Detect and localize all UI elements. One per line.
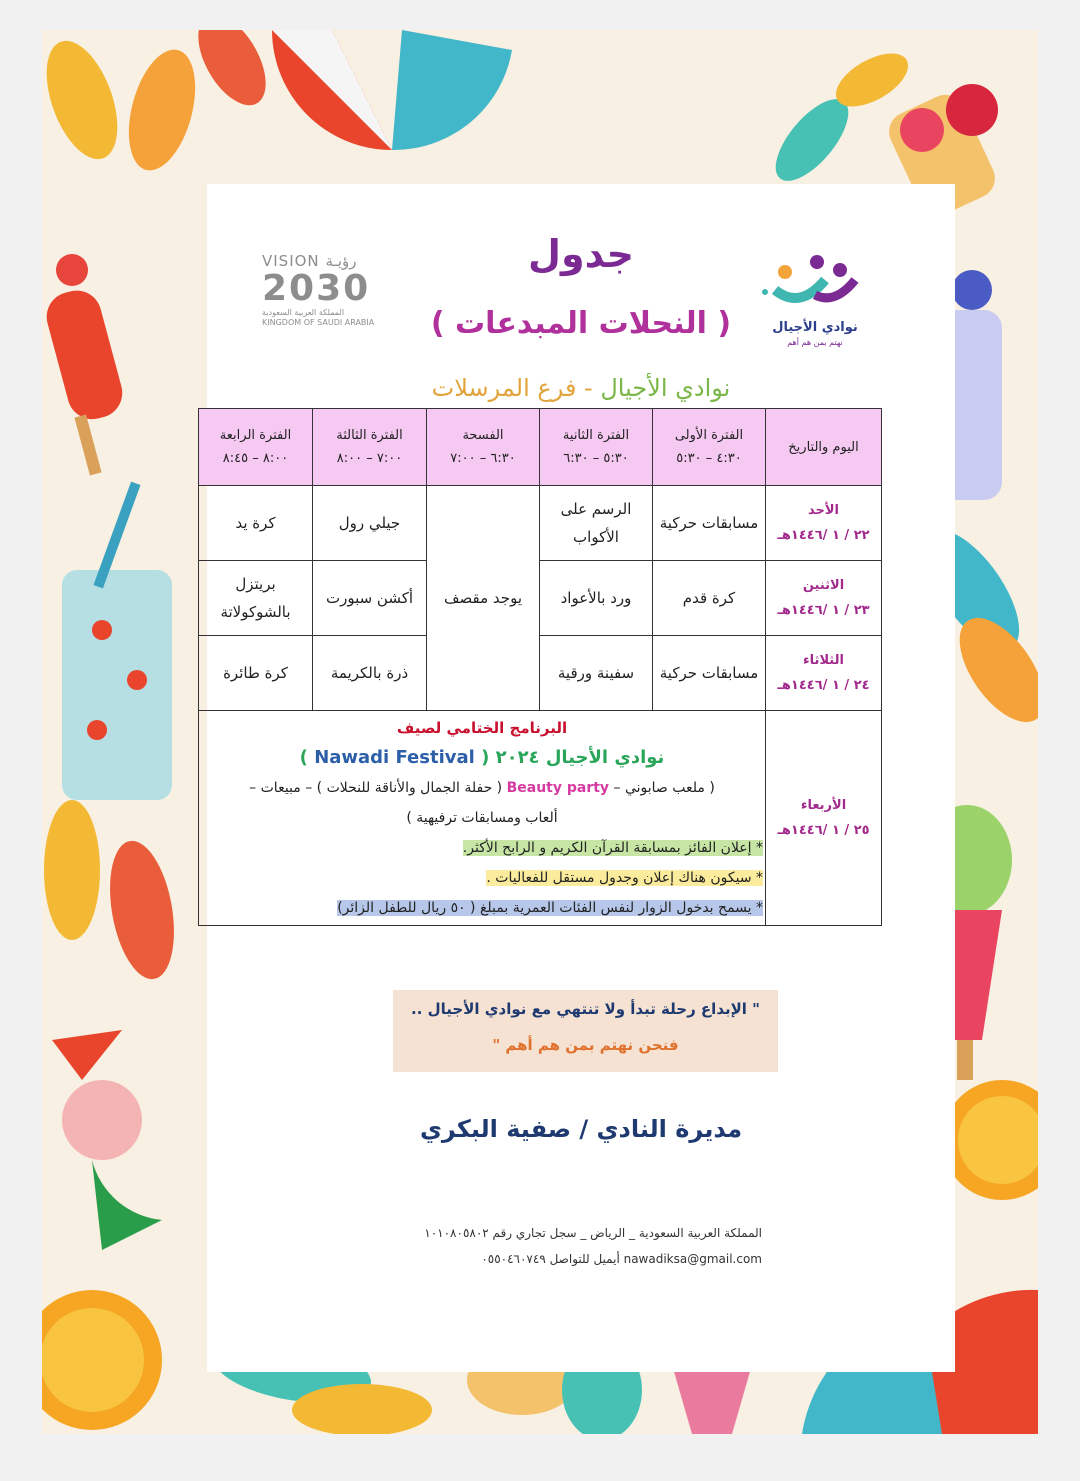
table-row xyxy=(199,486,882,561)
day-name: الاثنين xyxy=(802,578,845,593)
day-cell xyxy=(766,561,882,636)
closing-program-cell xyxy=(199,711,766,926)
day-cell xyxy=(766,711,882,926)
festival-activities xyxy=(201,773,763,803)
festival-name-arabic: نوادي الأجيال ٢٠٢٤ ( xyxy=(481,747,665,768)
period-1-cell: كرة قدم xyxy=(653,561,766,636)
flip-flop-icon xyxy=(42,30,280,178)
period-1-cell: مسابقات حركية xyxy=(653,486,766,561)
vision-logo-line1: VISION رؤيـة xyxy=(262,252,357,270)
sun-icon-bottom-left xyxy=(42,1290,162,1430)
header-label: الفترة الرابعة xyxy=(219,428,292,443)
beach-umbrella-icon xyxy=(272,30,512,150)
notes-list xyxy=(201,833,763,923)
day-date: ٢٤ / ١ /١٤٤٦هـ xyxy=(777,678,870,693)
header-period-3 xyxy=(313,409,427,486)
quote-line1: " الإبداع رحلة تبدأ ولا تنتهي مع نوادي الأجيال .. xyxy=(411,1000,760,1018)
beauty-party-label: Beauty party xyxy=(506,780,610,796)
period-4-cell: كرة طائرة xyxy=(199,636,313,711)
day-date: ٢٢ / ١ /١٤٤٦هـ xyxy=(777,528,870,543)
page-title: جدول xyxy=(528,232,634,276)
festival-activities-line2: ألعاب ومسابقات ترفيهية ) xyxy=(406,810,558,826)
header-time: ٤:٣٠ – ٥:٣٠ xyxy=(676,451,742,466)
club-logo-slogan: نهتم بمن هم أهم xyxy=(787,338,843,347)
vision-logo-year: 2030 xyxy=(262,268,371,309)
branch-name-club: نوادي الأجيال xyxy=(600,374,731,402)
period-3-cell: أكشن سبورت xyxy=(313,561,427,636)
header-period-1 xyxy=(653,409,766,486)
schedule-table xyxy=(198,408,882,926)
day-name: الأربعاء xyxy=(800,798,847,813)
popsicle-icon xyxy=(42,254,128,476)
day-name: الثلاثاء xyxy=(803,653,844,668)
note-events-schedule: * سيكون هناك إعلان وجدول مستقل للفعاليات . xyxy=(486,870,763,886)
period-1-cell: مسابقات حركية xyxy=(653,636,766,711)
closing-program-title: البرنامج الختامي لصيف xyxy=(396,719,568,737)
table-row-final xyxy=(199,711,882,926)
flip-flop-icon-left xyxy=(44,800,184,984)
header-period-2 xyxy=(540,409,653,486)
period-4-cell: كرة يد xyxy=(199,486,313,561)
sun-icon-right xyxy=(942,1080,1038,1200)
day-cell xyxy=(766,486,882,561)
watermelon-icon xyxy=(52,1030,162,1250)
day-date: ٢٥ / ١ /١٤٤٦هـ xyxy=(777,823,870,838)
festival-name xyxy=(201,743,763,773)
header-label: الفترة الثانية xyxy=(562,428,630,443)
table-header-row xyxy=(199,409,882,486)
drink-glass-icon xyxy=(62,482,172,800)
festival-name-english: Nawadi Festival xyxy=(314,747,475,768)
header-time: ٨:٠٠ – ٨:٤٥ xyxy=(222,451,289,466)
note-quran-winner: * إعلان الفائز بمسابقة القرآن الكريم و الرابح الأكثر. xyxy=(462,840,763,856)
header-label: الفترة الثالثة xyxy=(336,428,403,443)
table-row xyxy=(199,561,882,636)
header-time: ٥:٣٠ – ٦:٣٠ xyxy=(563,451,629,466)
period-2-cell: سفينة ورقية xyxy=(540,636,653,711)
break-cell: يوجد مقصف xyxy=(427,486,540,711)
header-day-date xyxy=(766,409,882,486)
quote-box xyxy=(393,990,778,1072)
header-time: ٧:٠٠ – ٨:٠٠ xyxy=(336,451,403,466)
note-visitors-fee: * يسمح بدخول الزوار لنفس الفئات العمرية بمبلغ ( ٥٠ ريال للطفل الزائر) xyxy=(337,900,763,916)
footer-contact: nawadiksa@gmail.com أيميل للتواصل ٠٥٥٠٤٦٠٧٤٩ xyxy=(481,1252,762,1266)
header-break xyxy=(427,409,540,486)
club-logo-name: نوادي الأجيال xyxy=(772,320,858,335)
day-cell xyxy=(766,636,882,711)
period-3-cell: جيلي رول xyxy=(313,486,427,561)
day-name: الأحد xyxy=(807,503,839,518)
period-3-cell: ذرة بالكريمة xyxy=(313,636,427,711)
activities-part2: ( حفلة الجمال والأناقة للنحلات ) – مبيعات – xyxy=(249,780,503,796)
day-date: ٢٣ / ١ /١٤٤٦هـ xyxy=(777,603,870,618)
header-period-4 xyxy=(199,409,313,486)
vision-logo-arabic: المملكة العربية السعودية xyxy=(262,308,345,317)
table-row xyxy=(199,636,882,711)
footer-address: المملكة العربية السعودية _ الرياض _ سجل تجاري رقم ١٠١٠٨٠٥٨٠٢ xyxy=(424,1226,762,1240)
quote-line2: فنحن نهتم بمن هم أهم " xyxy=(492,1036,679,1054)
period-2-cell: ورد بالأعواد xyxy=(540,561,653,636)
branch-name-location: - فرع المرسلات xyxy=(431,374,601,402)
club-manager-signature: مديرة النادي / صفية البكري xyxy=(419,1115,743,1143)
vision-logo-english: KINGDOM OF SAUDI ARABIA xyxy=(262,318,375,327)
period-2-cell: الرسم على الأكواب xyxy=(540,486,653,561)
header-label: الفترة الأولى xyxy=(674,428,744,443)
page-subtitle: ( النحلات المبدعات ) xyxy=(430,306,732,341)
header-label: اليوم والتاريخ xyxy=(788,439,859,455)
activities-part1: ( ملعب صابوني – xyxy=(613,780,715,796)
header-time: ٦:٣٠ – ٧:٠٠ xyxy=(450,451,516,466)
header-label: الفسحة xyxy=(462,428,504,443)
branch-name xyxy=(207,374,955,402)
period-4-cell: بريتزل بالشوكولاتة xyxy=(199,561,313,636)
festival-name-end: ) xyxy=(299,747,308,768)
